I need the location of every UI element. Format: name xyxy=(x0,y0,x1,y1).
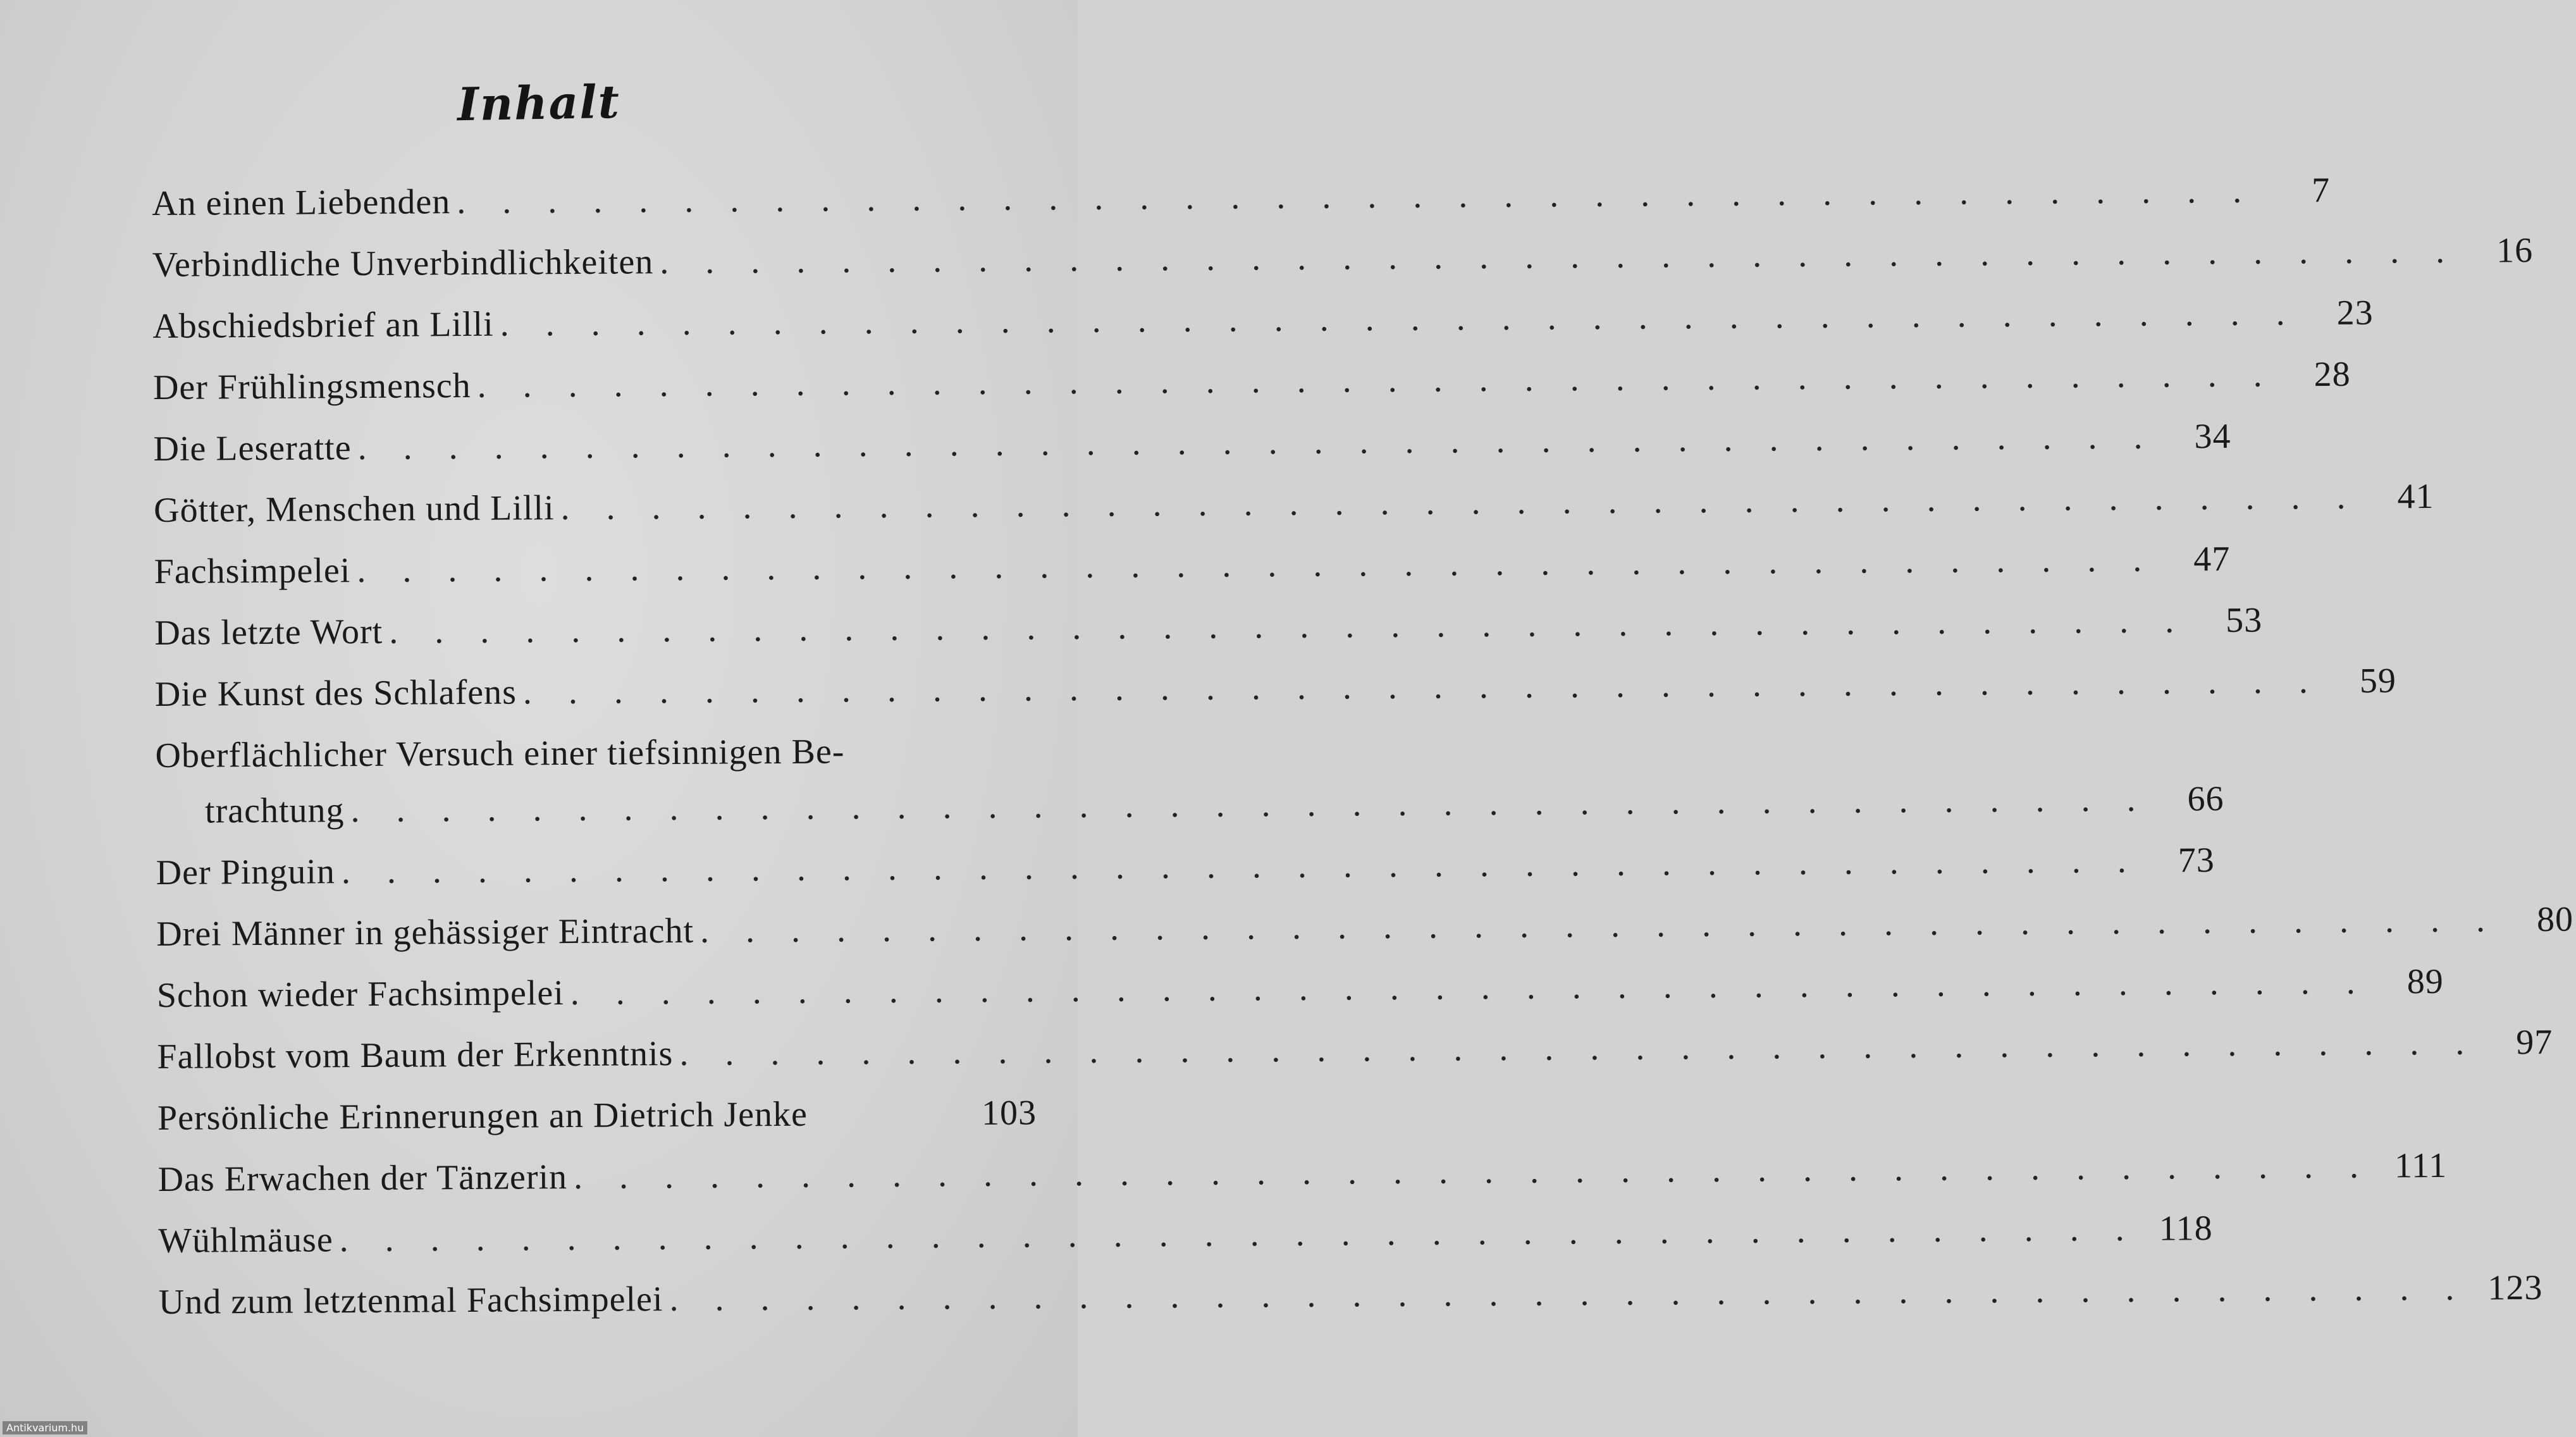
toc-entry xyxy=(152,293,2374,367)
toc-entry-page: 66 xyxy=(2187,779,2224,819)
toc-entry xyxy=(158,1267,2543,1343)
dot-leader: . . . . . . . . . . . . . . . . . . . . . . . . . . . . . . . . . . . . . . . . xyxy=(570,962,2369,1013)
toc-entry-page: 73 xyxy=(2178,841,2215,880)
toc-entry-page: 23 xyxy=(2336,293,2374,333)
toc-entry-page: 80 xyxy=(2536,899,2574,939)
toc-entry-title: Der Frühlingsmensch xyxy=(152,366,471,407)
toc-entry xyxy=(154,661,2397,735)
toc-entry-title: Schon wieder Fachsimpelei xyxy=(156,973,564,1015)
toc-entry-page: 123 xyxy=(2487,1267,2543,1308)
dot-leader: . . . . . . . . . . . . . . . . . . . . . . . . . . . . . . . . . . . . . . . . xyxy=(669,1268,2468,1319)
toc-entry-title: Und zum letztenmal Fachsimpelei xyxy=(158,1280,663,1322)
toc-entry-page: 118 xyxy=(2159,1209,2213,1249)
toc-entry-title: Oberflächlicher Versuch einer tiefsinnigen Be- xyxy=(155,732,845,775)
toc-entry-page: 41 xyxy=(2397,476,2434,517)
toc-entry-title: Wühlmäuse xyxy=(158,1220,333,1261)
toc-entry-title: Das Erwachen der Tänzerin xyxy=(157,1157,568,1199)
toc-entry xyxy=(156,841,2215,913)
dot-leader: . . . . . . . . . . . . . . . . . . . . . . . . . . . . . . . . . . . . . . . . xyxy=(679,1023,2479,1073)
dot-leader: . . . . . . . . . . . . . . . . . . . . . . . . . . . . . . . . . . . . . . . . xyxy=(389,601,2188,651)
toc-entry-page: 47 xyxy=(2193,539,2231,579)
toc-entry xyxy=(156,899,2574,975)
toc-entry xyxy=(156,961,2444,1036)
toc-entry xyxy=(153,476,2434,552)
toc-entry xyxy=(157,1022,2553,1097)
toc-entry xyxy=(157,1092,1037,1159)
toc-entry-page: 28 xyxy=(2314,354,2351,395)
toc-entry-page: 7 xyxy=(2311,170,2331,211)
toc-entry-page: 16 xyxy=(2496,231,2534,271)
dot-leader: . . . . . . . . . . . . . . . . . . . . . . . . . . . . . . . . . . . . . . . . xyxy=(560,477,2360,528)
toc-entry-title: trachtung xyxy=(204,791,345,831)
toc-entry-page: 111 xyxy=(2394,1145,2448,1186)
toc-entry xyxy=(154,600,2263,674)
dot-leader: . . . . . . . . . . . . . . . . . . . . . . . . . . . . . . . . . . . . . . . . xyxy=(350,779,2150,830)
toc-entry-page: 53 xyxy=(2225,600,2263,640)
dot-leader: . . . . . . . . . . . . . . . . . . . . . . . . . . . . . . . . . . . . . . . . xyxy=(699,900,2499,951)
toc-entry xyxy=(152,170,2331,245)
toc-entry-title: Fachsimpelei xyxy=(154,551,351,591)
toc-entry-page: 103 xyxy=(981,1093,1037,1133)
toc-entry-page: 59 xyxy=(2359,661,2397,701)
page-title: Inhalt xyxy=(457,74,621,132)
dot-leader: . . . . . . . . . . . . . . . . . . . . . . . . . . . . . . . . . . . . . . . . xyxy=(660,231,2459,282)
toc-entry-page: 89 xyxy=(2407,961,2444,1002)
toc-entry xyxy=(156,779,2224,852)
dot-leader: . . . . . . . . . . . . . . . . . . . . . . . . . . . . . . . . . . . . . . . . xyxy=(573,1146,2373,1197)
dot-leader: . . . . . . . . . . . . . . . . . . . . . . . . . . . . . . . . . . . . . . . . xyxy=(522,662,2322,712)
toc-entry-title: Fallobst vom Baum der Erkenntnis xyxy=(157,1033,674,1076)
toc-entry-page: 97 xyxy=(2516,1022,2553,1063)
toc-entry xyxy=(154,539,2231,612)
dot-leader: . . . . . . . . . . . . . . . . . . . . . . . . . . . . . . . . . . . . . . . . xyxy=(357,417,2157,468)
toc-entry-title: Drei Männer in gehässiger Eintracht xyxy=(156,911,694,954)
toc-entry xyxy=(157,1145,2448,1220)
dot-leader: . . . . . . . . . . . . . . . . . . . . . . . . . . . . . . . . . . . . . . . . xyxy=(357,540,2156,591)
toc-entry-title: Die Kunst des Schlafens xyxy=(154,672,517,714)
dot-leader: . . . . . . . . . . . . . . . . . . . . . . . . . . . . . . . . . . . . . . . . xyxy=(457,171,2256,222)
toc-entry-title: Verbindliche Unverbindlichkeiten xyxy=(152,242,654,285)
dot-leader: . . . . . . . . . . . . . . . . . . . . . . . . . . . . . . . . . . . . . . . . xyxy=(341,841,2141,892)
toc-entry-title: Abschiedsbrief an Lilli xyxy=(152,304,494,346)
toc-entry xyxy=(153,416,2231,490)
dot-leader: . . . . . . . . . . . . . . . . . . . . . . . . . . . . . . . . . . . . . . . . xyxy=(500,293,2299,344)
toc-entry xyxy=(152,354,2351,429)
toc-entry-title: Der Pinguin xyxy=(156,852,336,892)
toc-entry xyxy=(155,730,1035,791)
dot-leader: . . . . . . . . . . . . . . . . . . . . . . . . . . . . . . . . . . . . . . . . xyxy=(339,1209,2138,1260)
toc-entry-title: An einen Liebenden xyxy=(152,182,451,223)
toc-entry-title: Das letzte Wort xyxy=(154,612,383,653)
watermark: Antikvarium.hu xyxy=(3,1421,87,1434)
toc-entry xyxy=(158,1209,2213,1281)
toc-entry-title: Persönliche Erinnerungen an Dietrich Jenke xyxy=(157,1094,808,1138)
toc-entry-title: Die Leseratte xyxy=(153,428,352,469)
toc-entry-title: Götter, Menschen und Lilli xyxy=(153,488,555,530)
dot-leader: . . . . . . . . . . . . . . . . . . . . . . . . . . . . . . . . . . . . . . . . xyxy=(477,355,2276,405)
toc-entry-page: 34 xyxy=(2194,416,2231,457)
table-of-contents xyxy=(152,170,2574,1343)
toc-entry xyxy=(152,231,2534,306)
